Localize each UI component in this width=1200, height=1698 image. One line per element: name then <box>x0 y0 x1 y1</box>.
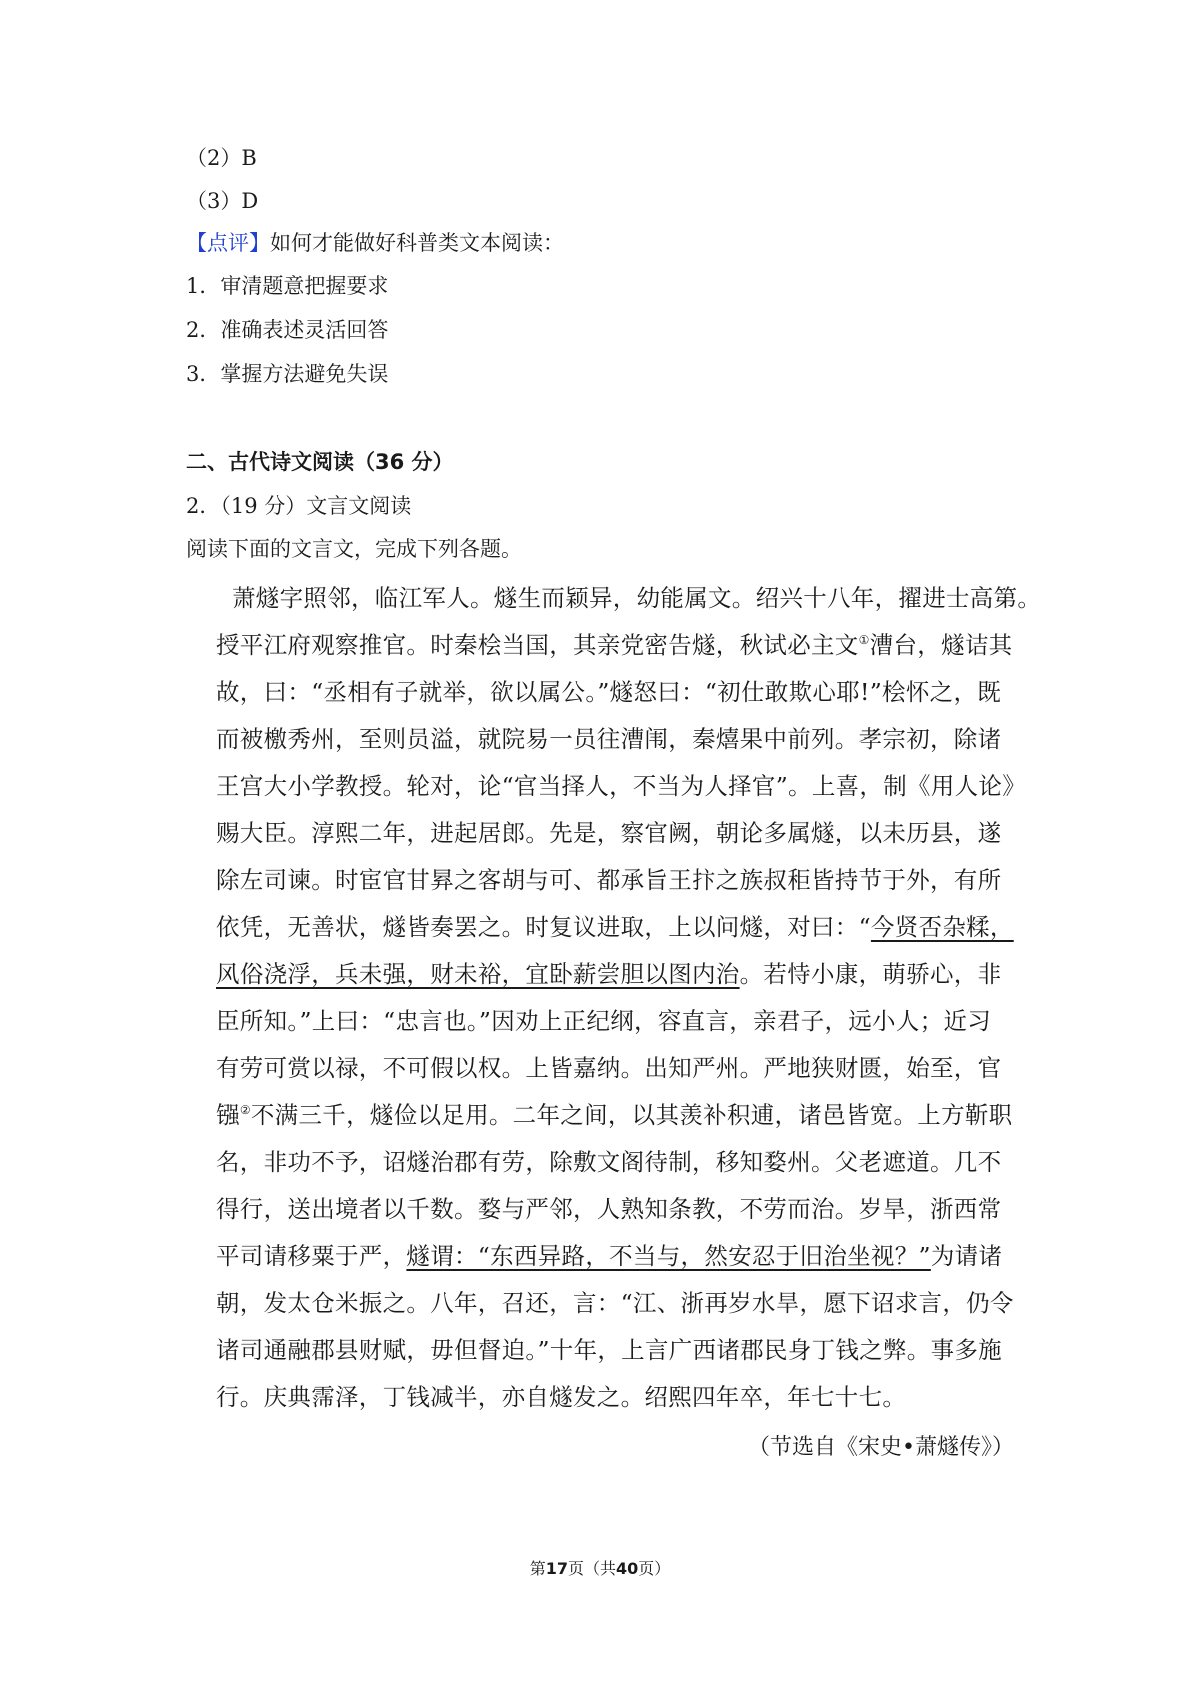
passage-line: 赐大臣。淳熙二年，进起居郎。先是，察官阙，朝论多属燧，以未历县，遂 <box>216 819 1002 847</box>
answer-2: （2）B <box>186 146 257 170</box>
passage-line: 故，曰：“丞相有子就举，欲以属公。”燧怒曰：“初仕敢欺心耶!”桧怀之，既 <box>216 678 1002 706</box>
passage-line: 依凭，无善状，燧皆奏罢之。时复议进取，上以问燧，对曰：“今贤否杂糅， <box>216 913 1014 941</box>
passage-line: 授平江府观察推官。时秦桧当国，其亲党密告燧，秋试必主文①漕台，燧诘其 <box>216 631 1013 659</box>
passage-line: 得行，送出境者以千数。婺与严邻，人熟知条教，不劳而治。岁旱，浙西常 <box>216 1195 1002 1223</box>
underlined-sentence: 燧谓：“东西异路，不当与，然安忍于旧治坐视？” <box>406 1242 931 1270</box>
total-pages: 40 <box>616 1559 639 1578</box>
passage-line: 风俗浇浮，兵未强，财未裕，宜卧薪尝胆以图内治。若恃小康，萌骄心，非 <box>216 960 1002 988</box>
passage-line: 除左司谏。时宦官甘昪之客胡与可、都承旨王抃之族叔秬皆持节于外，有所 <box>216 866 1002 894</box>
passage-line: 诸司通融郡县财赋，毋但督迫。”十年，上言广西诸郡民身丁钱之弊。事多施 <box>216 1336 1002 1364</box>
footnote-marker: ① <box>858 633 870 648</box>
passage-line: 臣所知。”上曰：“忠言也。”因劝上正纪纲，容直言，亲君子，远小人；近习 <box>216 1007 992 1035</box>
comment-item-1: 1．审清题意把握要求 <box>186 274 389 298</box>
page-footer: 第17页（共40页） <box>529 1559 671 1578</box>
answer-3: （3）D <box>186 189 259 213</box>
passage-line: 萧燧字照邻，临江军人。燧生而颖异，幼能属文。绍兴十八年，擢进士高第。 <box>232 584 1042 612</box>
passage-line: 有劳可赏以禄，不可假以权。上皆嘉纳。出知严州。严地狭财匮，始至，官 <box>216 1054 1002 1082</box>
footnote-marker: ② <box>239 1103 251 1118</box>
underlined-sentence: 风俗浇浮，兵未强，财未裕，宜卧薪尝胆以图内治 <box>216 960 740 988</box>
passage <box>216 575 1042 1421</box>
underlined-sentence: 今贤否杂糅， <box>870 913 1014 941</box>
comment-text: 如何才能做好科普类文本阅读： <box>270 231 564 255</box>
comment-tag: 【点评】 <box>186 231 270 255</box>
passage-line: 朝，发太仓米振之。八年，召还，言：“江、浙再岁水旱，愿下诏求言，仍令 <box>216 1289 1014 1317</box>
question-heading: 2．（19 分）文言文阅读 <box>186 494 412 518</box>
passage-line: 镪②不满三千，燧俭以足用。二年之间，以其羡补积逋，诸邑皆宽。上方靳职 <box>216 1101 1013 1129</box>
comment-item-3: 3．掌握方法避免失误 <box>186 362 389 386</box>
question-instruction: 阅读下面的文言文，完成下列各题。 <box>186 537 522 561</box>
comment-item-2: 2．准确表述灵活回答 <box>186 318 389 342</box>
passage-line: 平司请移粟于严，燧谓：“东西异路，不当与，然安忍于旧治坐视？”为请诸 <box>216 1242 1003 1270</box>
section-title: 二、古代诗文阅读（36 分） <box>186 450 454 474</box>
passage-line: 行。庆典霈泽，丁钱减半，亦自燧发之。绍熙四年卒，年七十七。 <box>216 1383 907 1411</box>
current-page: 17 <box>545 1559 568 1578</box>
passage-line: 而被檄秀州，至则员溢，就院易一员往漕闱，秦熺果中前列。孝宗初，除诸 <box>216 725 1002 753</box>
passage-line: 名，非功不予，诏燧治郡有劳，除敷文阁待制，移知婺州。父老遮道。几不 <box>216 1148 1002 1176</box>
passage-line: 王宫大小学教授。轮对，论“官当择人，不当为人择官”。上喜，制《用人论》 <box>216 772 1027 800</box>
passage-source: （节选自《宋史•萧燧传》） <box>748 1435 1014 1460</box>
comment-line <box>186 228 564 258</box>
